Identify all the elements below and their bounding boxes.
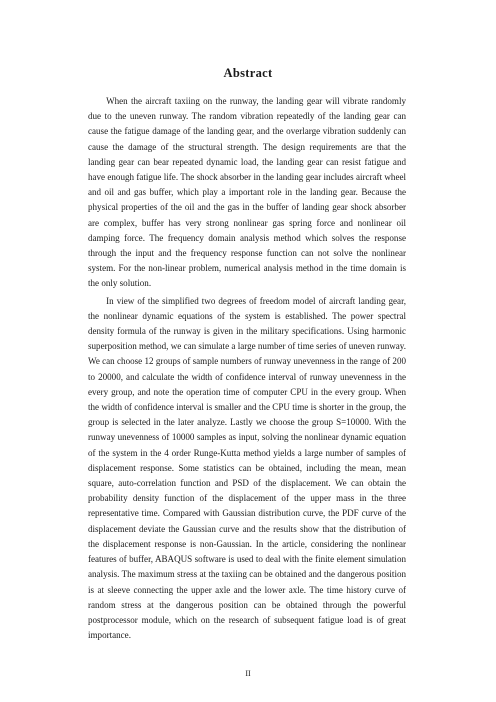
page-number: II (245, 669, 251, 678)
abstract-paragraph-2: In view of the simplified two degrees of freedom model of aircraft landing gear, the nonlinear dynamic equations of the system is established. The power spectral density formula of the runway is given in the military specifications. Using harmonic superposition method, we can simulate a large number of time series of uneven runway. We can choose 12 groups of sample numbers of runway unevenness in the range of 200 to 20000, and calculate the width of confidence interval of runway unevenness in the every group, and note the operation time of computer CPU in the every group. When the width of confidence interval is smaller and the CPU time is shorter in the group, the group is selected in the later analyze. Lastly we choose the group S=10000. With the runway unevenness of 10000 samples as input, solving the nonlinear dynamic equation of the system in the 4 order Runge-Kutta method yields a large number of samples of displacement response. Some statistics can be obtained, including the mean, mean square, auto-correlation function and PSD of the displacement. We can obtain the probability density function of the displacement of the upper mass in the three representative time. Compared with Gaussian distribution curve, the PDF curve of the displacement deviate the Gaussian curve and the results show that the distribution of the displacement response is non-Gaussian. In the article, considering the nonlinear features of buffer, ABAQUS software is used to deal with the finite element simulation analysis. The maximum stress at the taxiing can be obtained and the dangerous position is at sleeve connecting the upper axle and the lower axle. The time history curve of random stress at the dangerous position can be obtained through the powerful postprocessor module, which on the research of subsequent fatigue load is of great importance. (88, 295, 406, 641)
abstract-body (88, 94, 406, 643)
abstract-paragraph-1: When the aircraft taxiing on the runway, the landing gear will vibrate randomly due to the uneven runway. The random vibration repeatedly of the landing gear can cause the fatigue damage of the landing gear, and the overlarge vibration suddenly can cause the damage of the structural strength. The design requirements are that the landing gear can bear repeated dynamic load, the landing gear can resist fatigue and have enough fatigue life. The shock absorber in the landing gear includes aircraft wheel and oil and gas buffer, which play a important role in the landing gear. Because the physical properties of the oil and the gas in the buffer of landing gear shock absorber are complex, buffer has very strong nonlinear gas spring force and nonlinear oil damping force. The frequency domain analysis method which solves the response through the input and the frequency response function can not solve the nonlinear system. For the non-linear problem, numerical analysis method in the time domain is the only solution. (88, 96, 406, 289)
page-title: Abstract (223, 66, 273, 80)
